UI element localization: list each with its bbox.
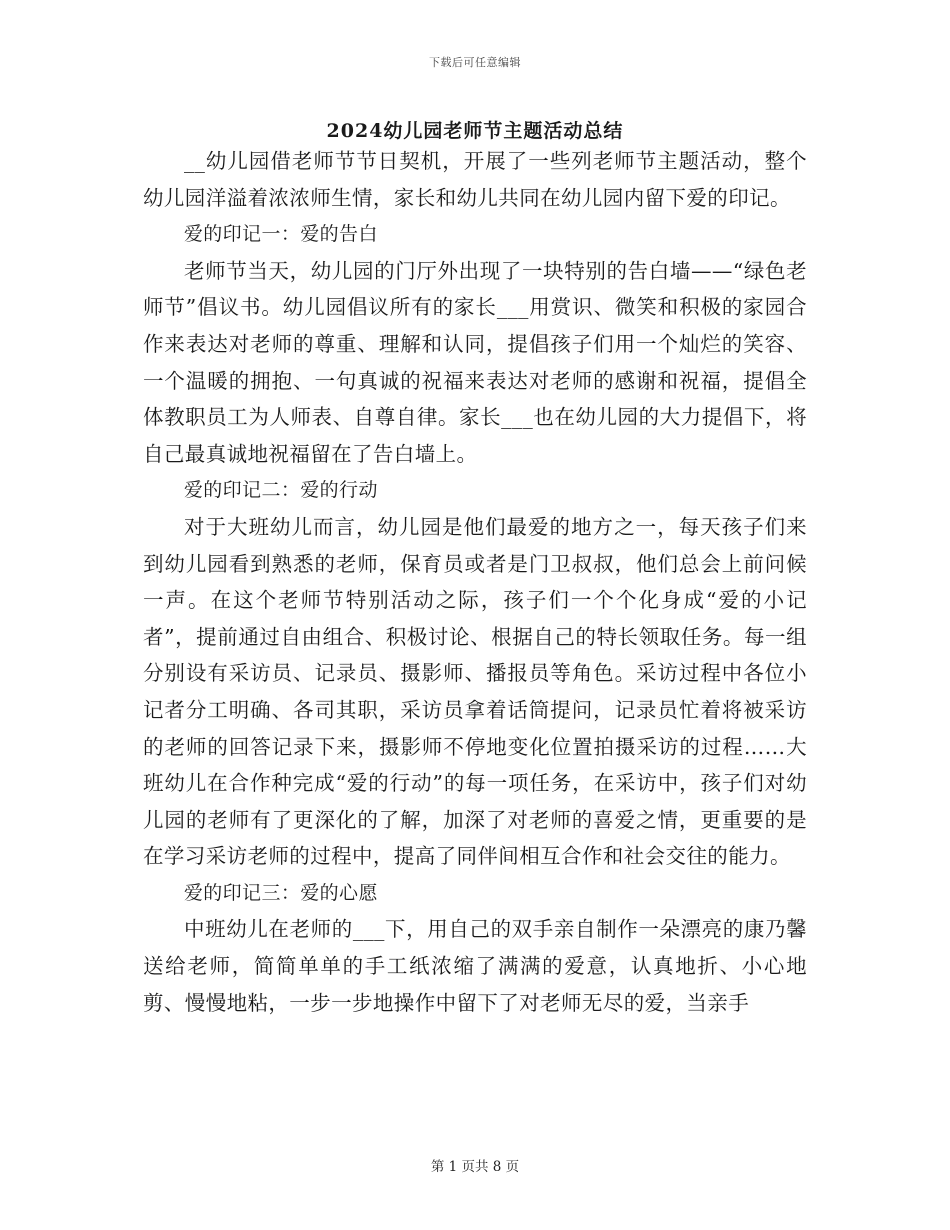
section-heading-3: 爱的印记三：爱的心愿: [183, 881, 378, 904]
intro-paragraph: __幼儿园借老师节节日契机，开展了一些列老师节主题活动，整个幼儿园洋溢着浓浓师生情，家长和幼儿共同在幼儿园内留下爱的印记。: [143, 149, 807, 210]
section-paragraph-1: 老师节当天，幼儿园的门厅外出现了一块特别的告白墙——“绿色老师节”倡议书。幼儿园倡议所有的家长___用赏识、微笑和积极的家园合作来表达对老师的尊重、理解和认同，提倡孩子们用一个灿烂的笑容、一个温暖的拥抱、一句真诚的祝福来表达对老师的感谢和祝福，提倡全体教职员工为人师表、自尊自律。家长___也在幼儿园的大力提倡下，将自己最真诚地祝福留在了告白墙上。: [143, 258, 807, 466]
section-heading-1: 爱的印记一：爱的告白: [183, 223, 378, 246]
section-paragraph-3: 中班幼儿在老师的___下，用自己的双手亲自制作一朵漂亮的康乃馨送给老师，简简单单的手工纸浓缩了满满的爱意，认真地折、小心地剪、慢慢地粘，一步一步地操作中留下了对老师无尽的爱，当亲手: [143, 917, 807, 1015]
document-body: [143, 143, 807, 1021]
section-paragraph-2: 对于大班幼儿而言，幼儿园是他们最爱的地方之一，每天孩子们来到幼儿园看到熟悉的老师，保育员或者是门卫叔叔，他们总会上前问候一声。在这个老师节特别活动之际，孩子们一个个化身成“爱的小记者”，提前通过自由组合、积极讨论、根据自己的特长领取任务。每一组分别设有采访员、记录员、摄影师、播报员等角色。采访过程中各位小记者分工明确、各司其职，采访员拿着话筒提问，记录员忙着将被采访的老师的回答记录下来，摄影师不停地变化位置拍摄采访的过程……大班幼儿在合作种完成“爱的行动”的每一项任务，在采访中，孩子们对幼儿园的老师有了更深化的了解，加深了对老师的喜爱之情，更重要的是在学习采访老师的过程中，提高了同伴间相互合作和社会交往的能力。: [143, 514, 807, 869]
section-heading-2: 爱的印记二：爱的行动: [183, 479, 378, 502]
header-note: 下载后可任意编辑: [429, 56, 521, 69]
page-number-footer: 第 1 页共 8 页: [430, 1159, 520, 1175]
document-title: 2024幼儿园老师节主题活动总结: [326, 120, 624, 142]
